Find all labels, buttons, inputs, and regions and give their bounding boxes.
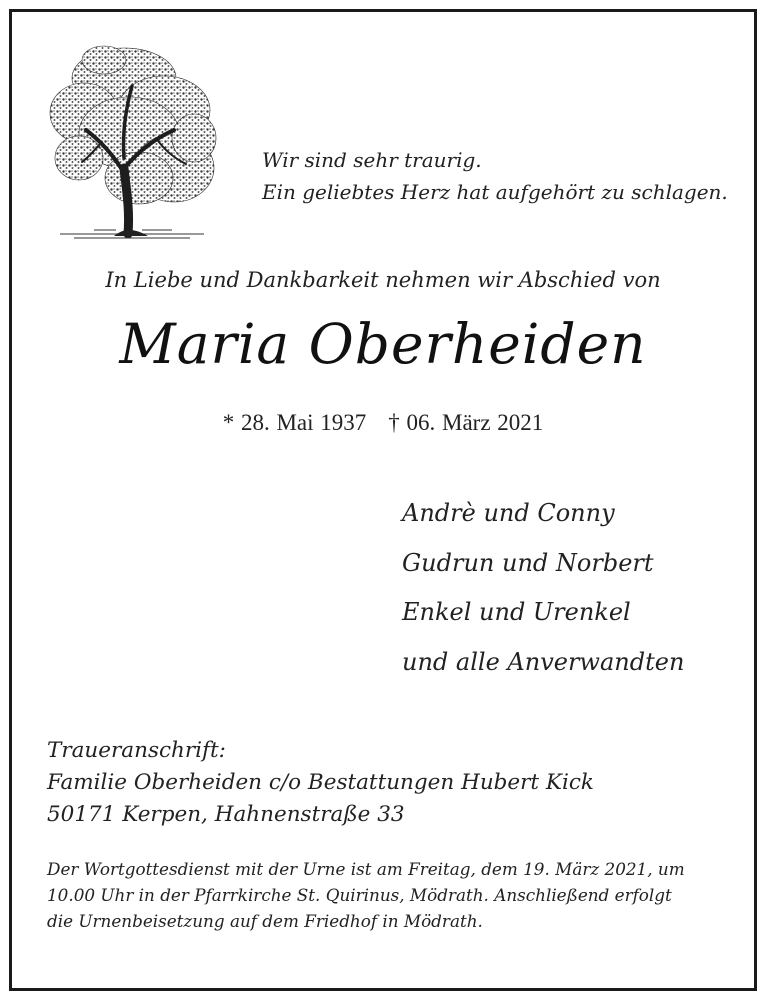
service-note	[47, 856, 737, 934]
mourner-line: Enkel und Urenkel	[402, 598, 631, 626]
mourner-line: Andrè und Conny	[402, 499, 615, 527]
service-note-line: die Urnenbeisetzung auf dem Friedhof in Mödrath.	[47, 911, 483, 931]
service-note-line: 10.00 Uhr in der Pfarrkirche St. Quirinus, Mödrath. Anschließend erfolgt	[47, 885, 672, 905]
farewell-intro: In Liebe und Dankbarkeit nehmen wir Abschied von	[105, 268, 661, 292]
mourning-address	[47, 735, 594, 831]
service-note-line: Der Wortgottesdienst mit der Urne ist am Freitag, dem 19. März 2021, um	[47, 859, 685, 879]
motto-line-1: Wir sind sehr traurig.	[262, 148, 482, 172]
mourners-list	[402, 489, 684, 687]
motto-line-2: Ein geliebtes Herz hat aufgehört zu schlagen.	[262, 180, 728, 204]
tree-icon	[44, 38, 220, 240]
death-date: † 06. März 2021	[388, 410, 544, 435]
mourner-line: Gudrun und Norbert	[402, 548, 654, 577]
address-line-2: 50171 Kerpen, Hahnenstraße 33	[47, 802, 405, 827]
life-dates	[0, 410, 766, 436]
deceased-name: Maria Oberheiden	[119, 312, 647, 376]
address-line-1: Familie Oberheiden c/o Bestattungen Hubert Kick	[47, 770, 594, 795]
motto	[262, 144, 728, 208]
birth-date: * 28. Mai 1937	[222, 410, 367, 435]
mourner-line: und alle Anverwandten	[402, 647, 685, 676]
address-heading: Traueranschrift:	[47, 738, 226, 763]
